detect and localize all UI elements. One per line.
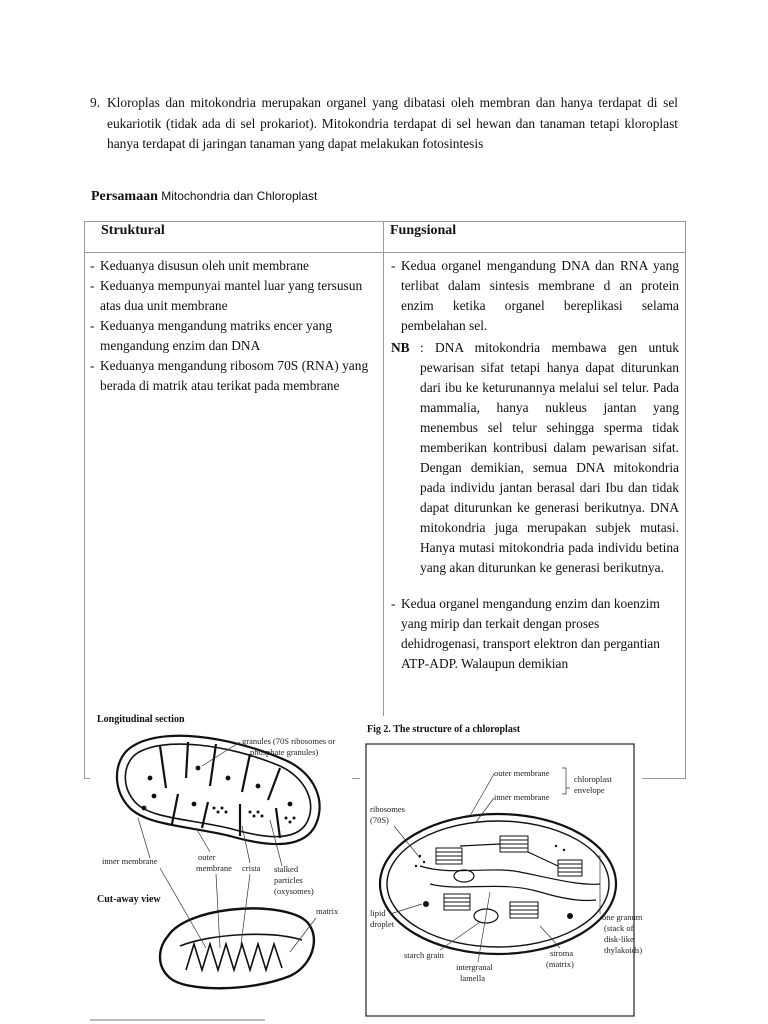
svg-text:thylakoids): thylakoids) [604, 945, 642, 955]
svg-text:(70S): (70S) [370, 815, 389, 825]
granules-label: granules (70S ribosomes or [242, 736, 336, 746]
svg-text:(matrix): (matrix) [546, 959, 574, 969]
stalked-label: stalked [274, 864, 299, 874]
inner-membrane-label: inner membrane [102, 856, 158, 866]
svg-text:(oxysomes): (oxysomes) [274, 886, 314, 896]
svg-text:membrane: membrane [196, 863, 232, 873]
question-9 [90, 93, 678, 155]
cutaway-title: Cut-away view [97, 894, 161, 905]
list-item: - Kedua organel mengandung DNA dan RNA yang terlibat dalam sintesis membrane d an protein enzim ketika organel bereplikasi selama pembelahan sel. [391, 258, 679, 333]
svg-text:droplet: droplet [370, 919, 395, 929]
nb-text: : DNA mitokondria membawa gen untuk pewarisan sifat tetapi hanya dapat diturunkan dari ibu ke keturunannya melalui sel telur. Pada mammalia, hanya nukleus jantan yang menembus sel telur sehingga sperma tidak memberikan kontribusi dalam pewarisan sifat. Dengan demikian, semua DNA mitokondria pada individu jantan berasal dari Ibu dan tidak dapat diturunkan ke generasi berikutnya. DNA mitokondria juga merupakan subjek mutasi. Hanya mutasi mitokondria pada individu betina yang akan diturunkan ke generasi berikutnya. [420, 340, 679, 575]
list-item: - Keduanya disusun oleh unit membrane [90, 258, 309, 273]
chloroplast-figure [360, 716, 642, 1020]
structural-cell [85, 253, 384, 779]
stroma-label: stroma [550, 948, 574, 958]
header-structural: Struktural [85, 222, 384, 253]
svg-text:envelope: envelope [574, 785, 605, 795]
heading-rest: Mitochondria dan Chloroplast [161, 189, 318, 203]
crista-label: crista [242, 863, 261, 873]
nb-note [391, 338, 679, 578]
lipid-droplet-label: lipid [370, 908, 386, 918]
starch-grain-label: starch grain [404, 950, 444, 960]
intergranal-label: intergranal [456, 962, 493, 972]
list-item: - Kedua organel mengandung enzim dan koenzim yang mirip dan terkait dengan proses dehidrogenasi, transport elektron dan pergantian ATP-ADP. Walaupun demikian [391, 596, 660, 671]
svg-text:(stack of: (stack of [604, 923, 634, 933]
nb-label: NB [391, 340, 410, 355]
mitochondria-figure [90, 708, 352, 1024]
list-item: - Keduanya mengandung ribosom 70S (RNA) yang berada di matrik atau terikat pada membrane [90, 358, 369, 393]
outer-membrane-label: outer [198, 852, 216, 862]
svg-text:disk-like: disk-like [604, 934, 634, 944]
heading-bold: Persamaan [91, 189, 158, 204]
functional-cell [384, 253, 686, 779]
svg-text:particles: particles [274, 875, 303, 885]
question-text: Kloroplas dan mitokondria merupakan organel yang dibatasi oleh membran dan hanya terdapat di sel eukariotik (tidak ada di sel prokariot). Mitokondria terdapat di sel hewan dan tanaman tetapi kloroplast hanya terdapat di jaringan tanaman yang dapat melakukan fotosintesis [107, 95, 678, 151]
longitudinal-title: Longitudinal section [97, 714, 185, 725]
matrix-label: matrix [316, 906, 339, 916]
inner-membrane-label: inner membrane [494, 792, 550, 802]
comparison-table [84, 221, 686, 779]
inner-envelope-shape [387, 821, 609, 947]
header-functional: Fungsional [384, 222, 686, 253]
list-item: - Keduanya mengandung matriks encer yang mengandung enzim dan DNA [90, 318, 333, 353]
ribosomes-label: ribosomes [370, 804, 405, 814]
granum-label: one granum [602, 912, 642, 922]
chloroplast-title: Fig 2. The structure of a chloroplast [367, 724, 521, 735]
section-heading [91, 188, 317, 205]
svg-text:lamella: lamella [460, 973, 486, 983]
list-item: - Keduanya mempunyai mantel luar yang tersusun atas dua unit membrane [90, 278, 363, 313]
outer-membrane-label: outer membrane [494, 768, 550, 778]
svg-text:phosphate granules): phosphate granules) [250, 747, 319, 757]
cutaway-shape [160, 908, 314, 988]
question-number: 9. [90, 95, 101, 110]
envelope-label: chloroplast [574, 774, 612, 784]
